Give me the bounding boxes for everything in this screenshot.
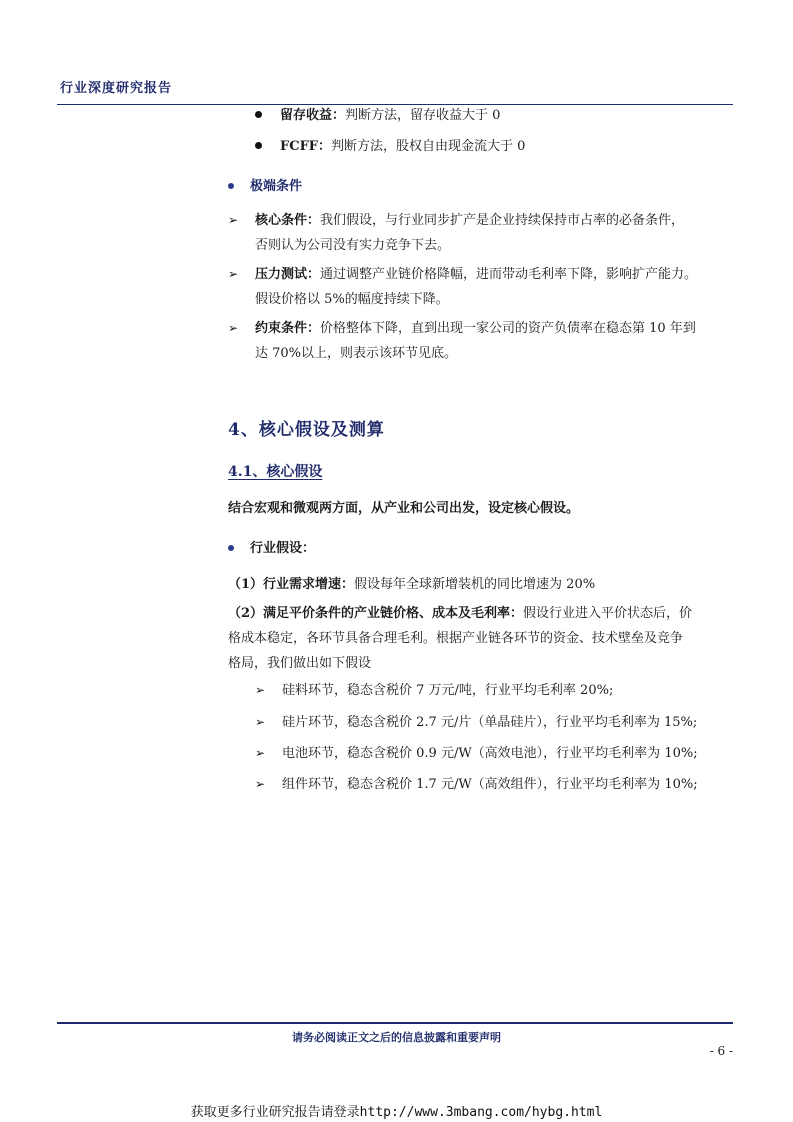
arrow-bullet-icon: ➢ — [228, 321, 239, 335]
assumption-text: 格成本稳定，各环节具备合理毛利。根据产业链各环节的资金、技术壁垒及竞争 — [228, 631, 684, 646]
arrow-bullet-icon: ➢ — [228, 267, 239, 281]
assumption-text: 假设每年全球新增装机的同比增速为 20% — [354, 577, 596, 592]
extreme-item-core — [228, 208, 733, 258]
item-label: 约束条件： — [255, 321, 321, 336]
chain-item-cell — [255, 741, 698, 766]
bullet-fcff — [255, 134, 525, 159]
arrow-bullet-icon: ➢ — [255, 777, 266, 791]
assumption-label: （2）满足平价条件的产业链价格、成本及毛利率： — [228, 606, 524, 621]
item-label: 压力测试： — [255, 267, 321, 282]
page-number: - 6 - — [709, 1044, 733, 1058]
bullet-text: 判断方法，留存收益大于 0 — [345, 108, 501, 123]
assumption-price-cost — [228, 601, 733, 676]
item-text: 价格整体下降，直到出现一家公司的资产负债率在稳态第 10 年到 — [320, 321, 696, 336]
item-text-cont: 否则认为公司没有实力竞争下去。 — [255, 238, 451, 253]
chain-item-wafer — [255, 710, 697, 735]
chain-item-text: 硅片环节，稳态含税价 2.7 元/片（单晶硅片），行业平均毛利率为 15%; — [282, 715, 698, 730]
bullet-retained-earnings — [255, 103, 500, 128]
bullet-label: 留存收益： — [280, 108, 346, 123]
assumption-label: （1）行业需求增速： — [228, 577, 355, 592]
bullet-dot-icon — [255, 142, 262, 149]
assumption-demand — [228, 572, 595, 597]
chain-item-polysilicon — [255, 678, 613, 703]
item-text-cont: 假设价格以 5%的幅度持续下降。 — [255, 292, 449, 307]
arrow-bullet-icon: ➢ — [228, 213, 239, 227]
footer-disclaimer: 请务必阅读正文之后的信息披露和重要声明 — [292, 1031, 501, 1044]
report-header-title: 行业深度研究报告 — [60, 81, 173, 96]
bullet-text: 判断方法，股权自由现金流大于 0 — [331, 139, 526, 154]
section-4-1-title: 4.1、核心假设 — [228, 464, 323, 480]
arrow-bullet-icon: ➢ — [255, 746, 266, 760]
footer-divider — [57, 1022, 733, 1024]
chain-item-text: 组件环节，稳态含税价 1.7 元/W（高效组件），行业平均毛利率为 10%; — [282, 777, 698, 792]
bullet-dot-icon — [255, 111, 262, 118]
extreme-item-stress — [228, 262, 733, 312]
section-intro: 结合宏观和微观两方面，从产业和公司出发，设定核心假设。 — [228, 501, 580, 516]
item-text: 我们假设，与行业同步扩产是企业持续保持市占率的必备条件， — [320, 213, 685, 228]
extreme-heading — [228, 174, 302, 199]
industry-heading-text: 行业假设： — [250, 541, 316, 556]
item-text-cont: 达 70%以上，则表示该环节见底。 — [255, 346, 458, 361]
assumption-text: 假设行业进入平价状态后，价 — [523, 606, 693, 621]
section-4-title: 4、核心假设及测算 — [228, 420, 385, 440]
promo-link-text: 获取更多行业研究报告请登录http://www.3mbang.com/hybg.html — [190, 1105, 603, 1120]
assumption-text: 格局，我们做出如下假设 — [228, 656, 372, 671]
bullet-blue-dot-icon — [228, 545, 234, 551]
arrow-bullet-icon: ➢ — [255, 683, 266, 697]
bullet-label: FCFF： — [280, 139, 332, 154]
chain-item-text: 硅料环节，稳态含税价 7 万元/吨，行业平均毛利率 20%; — [282, 683, 614, 698]
extreme-heading-text: 极端条件 — [250, 179, 303, 194]
item-text: 通过调整产业链价格降幅，进而带动毛利率下降，影响扩产能力。 — [320, 267, 698, 282]
extreme-item-constraint — [228, 316, 733, 366]
bullet-blue-dot-icon — [228, 183, 234, 189]
industry-heading — [228, 536, 315, 561]
item-label: 核心条件： — [255, 213, 321, 228]
chain-item-text: 电池环节，稳态含税价 0.9 元/W（高效电池），行业平均毛利率为 10%; — [282, 746, 698, 761]
chain-item-module — [255, 772, 698, 797]
arrow-bullet-icon: ➢ — [255, 715, 266, 729]
